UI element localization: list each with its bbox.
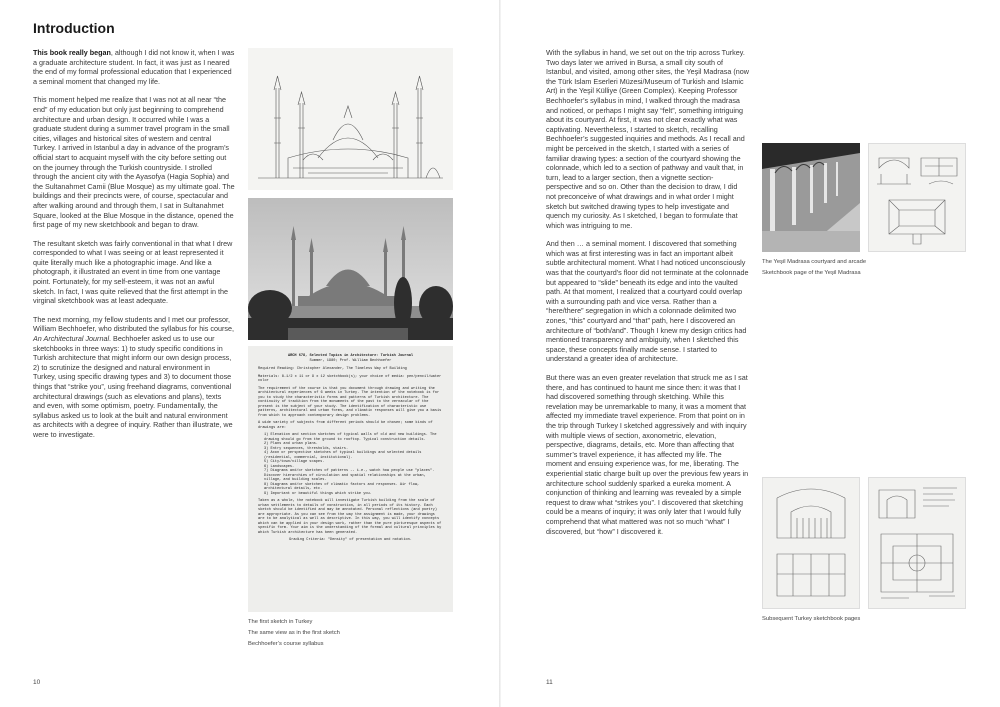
page-gutter (499, 0, 501, 707)
chapter-heading: Introduction (33, 20, 115, 36)
paragraph-4-a: The next morning, my fellow students and I met our professor, William Bechhoefer, who distributed the syllabus for his course, (33, 314, 234, 334)
paragraph-3: The resultant sketch was fairly conventional in that what I drew corresponded to what I was seeing or at least represented it quite literally much like a photographic image. And like a photograph, it illustrated an event in time from one vantage point. Fortunately, for my self-esteem, it was not an awful sketch. In fact, I was quite relieved that the first attempt in the virginal sketchbook was at least adequate. (33, 238, 233, 306)
mosque-photo-image (248, 198, 453, 340)
syllabus-list-item: 9) Important or beautiful things which strike you. (264, 491, 372, 496)
course-title-italic: An Architectural Journal (33, 334, 110, 344)
syllabus-subtitle: Summer, 1980; Prof. William Bechhoefer (309, 358, 392, 363)
caption-subsequent-pages: Subsequent Turkey sketchbook pages (762, 616, 861, 622)
paragraph-2: This moment helped me realize that I was not at all near “the end” of my education but only just beginning to comprehend architecture and urban design. It occurred while I was a graduate student during a summer travel program in the small cities, villages and historical sites of western and central Turkey. I arrived in Istanbul a day in advance of the program’s official start to acquaint myself with the city before setting out on the journey through the Turkish countryside. I strolled through the ancient city with the Ayasofya (Hagia Sophia) and the Sultanahmet Camii (Blue Mosque) as my ultimate goal. The buildings and their precincts were, of course, spectacular and after walking around and through them, I sat in Sultanahmet Square, looked at the Blue Mosque in the distance, opened the first page of my new sketchbook and began to draw. (33, 95, 235, 230)
caption-madrasa-courtyard: The Yeşil Madrasa courtyard and arcade (762, 259, 867, 265)
syllabus-list-item: 1) Elevation and section sketches of typical walls of old and new buildings. The drawing should go from the ground to rooftop. Typical construction details. (264, 433, 437, 442)
caption-syllabus: Bechhoefer’s course syllabus (248, 641, 324, 647)
caption-madrasa-sketch: Sketchbook page of the Yeşil Madrasa (762, 270, 861, 276)
paragraph-1-text: , although I did not know it, when I was a graduate architecture student. In fact, it was just as I neared the end of my formal professional education that I experienced a seminal moment that changed my life. (33, 48, 235, 86)
madrasa-captions (762, 257, 866, 279)
subsequent-sketch-page-1 (762, 477, 860, 609)
syllabus-list-item: 2) Plans and urban plans. (264, 442, 318, 446)
syllabus-body-3: Taken as a whole, the notebook will investigate Turkish building from the scale of urban settlements to details of construction, in all periods of its history. Each sketch should be identified and may be annotated. Personal reflections (and poetry) are appropriate. As you can see from the way the assignment is made, your drawings are to be analytical as well as descriptive. In this way, you will identify concepts which can be applied in your design work, rather than the pure picturesque aspects of specific form. Your aim is the understanding of the formal and cultural principles by which Turkish architecture has been generated. (258, 499, 442, 535)
first-sketch-figure (248, 48, 453, 190)
paragraph-1 (33, 48, 235, 86)
syllabus-title: ARCH 678, Selected Topics in Architecture: Turkish Journal (287, 354, 414, 358)
blue-mosque-photo (248, 198, 453, 340)
lead-in: This book really began (33, 48, 111, 57)
paragraph-4-b: . Bechhoefer asked us to use our sketchbooks in three ways: 1) to study specific conditions in Turkish architecture that might inform our own design process, 2) to scrutinize the designed and natural environment in Turkey, using specific drawing types and 3) to document those things that “strike you”, using freehand diagrams, conventional architectural drawings (such as elevations and plans), texts and even, with some optimism, poetry. Fundamentally, the syllabus asked us to look at the built and natural environment as architects with a degree of inquiry. Rather than illustrate, we were to investigate. (33, 334, 233, 439)
syllabus-grading: Grading Criteria: "Density" of presentation and notation. (289, 538, 412, 542)
syllabus-list-item: 8) Diagrams and/or sketches of climatic factors and responses. Air flow, architectural details, etc. (264, 482, 420, 491)
madrasa-sketch-page (868, 143, 966, 252)
courtyard-photo-image (762, 143, 860, 252)
right-text-column (546, 48, 749, 545)
caption-same-view: The same view as in the first sketch (248, 630, 340, 636)
subsequent-sketch-page-2 (868, 477, 966, 609)
syllabus-list-item: 5) City/town/village scapes. (264, 460, 325, 464)
madrasa-courtyard-photo (762, 143, 860, 252)
syllabus-list-item: 7) Diagrams and/or sketches of patterns -- i.e., watch how people use "places". Discover hierarchies of circulation and spatial relationships at the urban, village, and building scales. (264, 469, 435, 482)
page-number-right: 11 (546, 679, 553, 686)
mosque-sketch-image (248, 48, 453, 190)
right-paragraph-1: With the syllabus in hand, we set out on the trip across Turkey. Two days later we arrived in Bursa, a small city south of Istanbul, and visited, among other sites, the Yeşil Madrasa (now the Türk Islam Eserleri Müzesi/Museum of Turkish and Islamic Art) in the Yeşil Külliye (Green Complex). Keeping Professor Bechhoefer’s syllabus in mind, I walked through the madrasa and noticed, or perhaps I might say “felt”, something intriguing about its courtyard. At first, it was not clear exactly what was captivating. Nevertheless, I started to sketch, recalling Bechhoefer’s suggested inquiries and methods. As I recall and might be perceived in the sketch, I started with a series of familiar drawing types: a section of the courtyard showing the colonnade, which led to a section of pathway and vault that, in turn, lead to a larger section, then a vignette section-perspective and so on. Other than the decision to draw, I did not preconceive of what drawings and in what order I might sketch but switched drawing types to help investigate and quench my curiosity. As I sketched, I began to formulate that which was intriguing to me. (546, 48, 749, 230)
course-syllabus-figure (248, 346, 453, 612)
paragraph-4 (33, 315, 235, 440)
sketch-page-1-image (763, 478, 859, 608)
right-paragraph-2: And then … a seminal moment. I discovered that something which was at first interesting was in fact an important albeit subtle architectural moment. What I had noticed unconsciously was that the courtyard’s floor did not terminate at the colonnade but appeared to “slide” beneath its edge and into the vaulted path. At that moment, I realized that a courtyard could overlap with a surrounding path and vice versa. Rather than a “here/there” segregation in which a colonnade delimited two zones, “this” courtyard and “that” path, here I discovered an architecture of “both/and”. Though I knew my design critics had mentioned transparency and ambiguity, when I sketched this space, these concepts finally made sense. I started to understand a greater idea of architecture. (546, 239, 749, 364)
syllabus-list-item: 4) Axon or perspective sketches of typical buildings and selected details (residential, commercial, institutional). (264, 451, 422, 460)
syllabus-body-1: The requirement of the course is that you document through drawing and writing the architectural experiences of 6 weeks in Turkey. The intention of the notebook is for you to study the characteristic forms and patterns of Turkish architecture. The continuity of tradition from the monuments of the past to the vernacular of the present is the subject of your study. The identification of characteristic use patterns, architectural and urban forms, and climatic responses will give you a basis from which to approach contemporary design problems. (258, 386, 442, 418)
madrasa-sketch-image (869, 144, 965, 251)
syllabus-body-2: A wide variety of subjects from different periods should be chosen; some kinds of drawings are: (258, 421, 433, 430)
syllabus-list-item: 3) Entry sequences, thresholds, stairs. (264, 446, 349, 451)
right-paragraph-3: But there was an even greater revelation that struck me as I sat there, and has continued to haunt me since then: it was that I had discovered something through sketching. While this revelation may be unremarkable to many, it was a moment that affected my immediate travel experience. From that point on in the trip through Turkey I sketched aggressively and with inquiry with multiple views of section, axonometric, elevation, perspective, diagrams, details, etc. More than affecting that summer’s travel experience, it has affected my life. The moment and ensuing experience was, for me, liberating. The experiential static charge built up over the previous few years in architecture school suddenly sparked a eureka moment. A conjunction of thinking and learning was revealed by a simple request to draw what “strikes you”. I discovered that sketching could be a means of inquiry; it was only later that I would fully comprehend that what mattered was not so much “what” I discovered, but “how” I discovered it. (546, 373, 749, 536)
caption-first-sketch: The first sketch in Turkey (248, 619, 313, 625)
syllabus-materials: Materials: 8-1/2 x 11 or 9 x 12 sketchbook(s); your choice of media: pen/pencil/water color (258, 374, 442, 383)
syllabus-reading: Required Reading: Christopher Alexander, The Timeless Way of Building (258, 367, 407, 371)
left-figure-captions (248, 617, 340, 650)
left-text-column (33, 48, 235, 449)
page-number-left: 10 (33, 679, 41, 686)
syllabus-list (264, 433, 443, 496)
sketch-page-2-image (869, 478, 965, 608)
syllabus-list-item: 6) Landscapes. (264, 464, 295, 469)
